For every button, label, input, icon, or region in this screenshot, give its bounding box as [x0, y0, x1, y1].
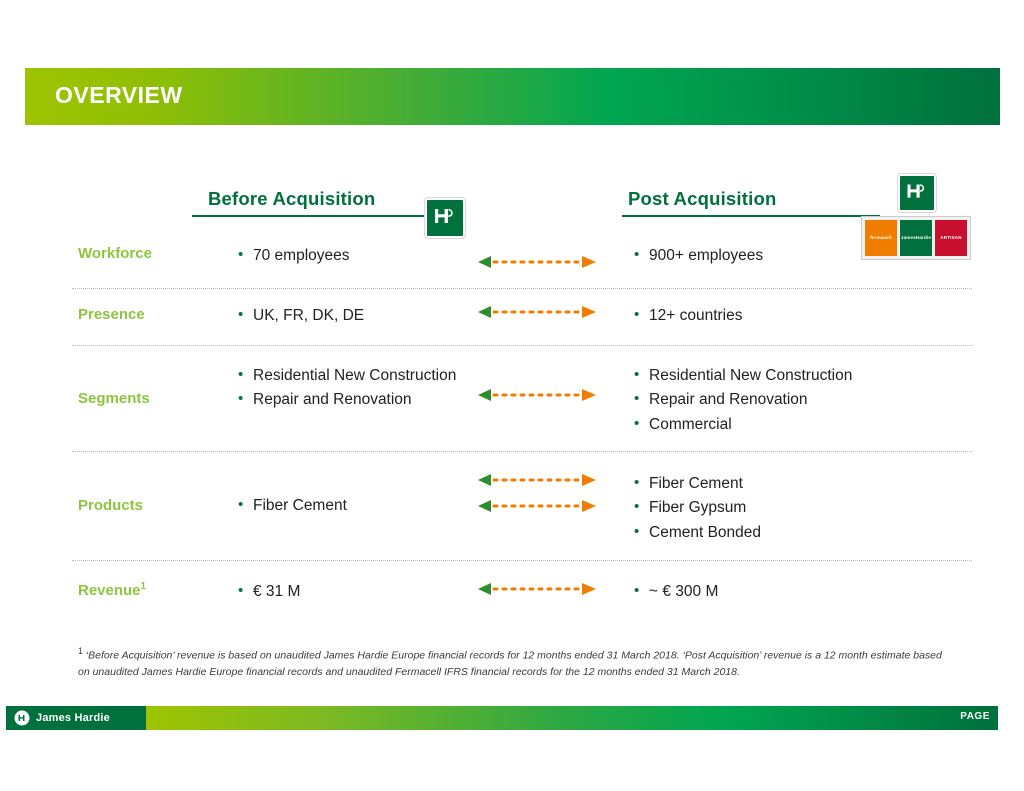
column-header-post: Post Acquisition [628, 188, 777, 209]
connector-arrow-workforce [478, 255, 596, 269]
connector-arrow-products-1 [478, 473, 596, 487]
list-item: • Repair and Renovation [634, 389, 964, 411]
brand-tile-james-hardie: JamesHardie [900, 220, 932, 256]
list-item: • Residential New Construction [634, 365, 964, 387]
list-item: • UK, FR, DK, DE [238, 305, 488, 327]
row-separator [72, 560, 972, 561]
james-hardie-roundel-icon [425, 198, 465, 238]
connector-arrow-segments [478, 388, 596, 402]
column-header-before-rule [192, 215, 444, 217]
james-hardie-roundel-icon-post [898, 174, 936, 212]
footer-bar [146, 706, 998, 730]
row-post-revenue [634, 581, 964, 605]
row-separator [72, 345, 972, 346]
page-title: OVERVIEW [55, 82, 183, 108]
brand-tile-fermacell: fermacell [865, 220, 897, 256]
list-item: • € 31 M [238, 581, 488, 603]
list-item: • 900+ employees [634, 245, 964, 267]
james-hardie-logo-icon [14, 710, 30, 726]
row-separator [72, 288, 972, 289]
row-before-products [238, 495, 488, 519]
row-post-products [634, 473, 964, 546]
row-label-segments: Segments [78, 390, 150, 407]
list-item: • Fiber Gypsum [634, 497, 964, 519]
list-item: • 12+ countries [634, 305, 964, 327]
list-item: • Fiber Cement [238, 495, 488, 517]
footer-brand [6, 706, 146, 730]
row-post-presence [634, 305, 964, 329]
row-label-workforce: Workforce [78, 245, 152, 262]
footnote [78, 645, 948, 680]
footnote-marker: 1 [78, 646, 83, 656]
row-label-revenue-sup: 1 [140, 581, 147, 592]
list-item: • ~ € 300 M [634, 581, 964, 603]
list-item: • Residential New Construction [238, 365, 488, 387]
row-post-segments [634, 365, 964, 438]
row-before-segments [238, 365, 488, 414]
column-header-before: Before Acquisition [208, 188, 376, 209]
row-label-revenue [78, 581, 146, 599]
list-item: • Fiber Cement [634, 473, 964, 495]
column-header-post-rule [622, 215, 880, 217]
list-item: • Cement Bonded [634, 522, 964, 544]
footnote-text: ‘Before Acquisition’ revenue is based on unaudited James Hardie Europe financial records for 12 months ended 31 March 2018. ‘Post Acquisition’ revenue is a 12 month estimate based on unaudited James Hardie Europe financial records and unaudited Fermacell IFRS financial records for the 12 months ended 31 March 2018. [78, 649, 942, 678]
list-item: • Commercial [634, 414, 964, 436]
row-label-presence: Presence [78, 306, 145, 323]
row-separator [72, 451, 972, 452]
footer-page-label: PAGE [960, 711, 990, 722]
connector-arrow-presence [478, 305, 596, 319]
footer-brand-label: James Hardie [36, 712, 110, 724]
connector-arrow-revenue [478, 582, 596, 596]
footer-page-number: 15 [997, 711, 1010, 722]
brand-tile-artisan: ARTISAN [935, 220, 967, 256]
row-before-revenue [238, 581, 488, 605]
footer-page [960, 711, 1010, 722]
row-post-workforce [634, 245, 964, 269]
header-bar [25, 68, 1000, 125]
row-before-presence [238, 305, 488, 329]
row-label-products: Products [78, 497, 144, 514]
connector-arrow-products-2 [478, 499, 596, 513]
list-item: • 70 employees [238, 245, 488, 267]
row-label-revenue-text: Revenue [78, 582, 141, 599]
list-item: • Repair and Renovation [238, 389, 488, 411]
row-before-workforce [238, 245, 488, 269]
